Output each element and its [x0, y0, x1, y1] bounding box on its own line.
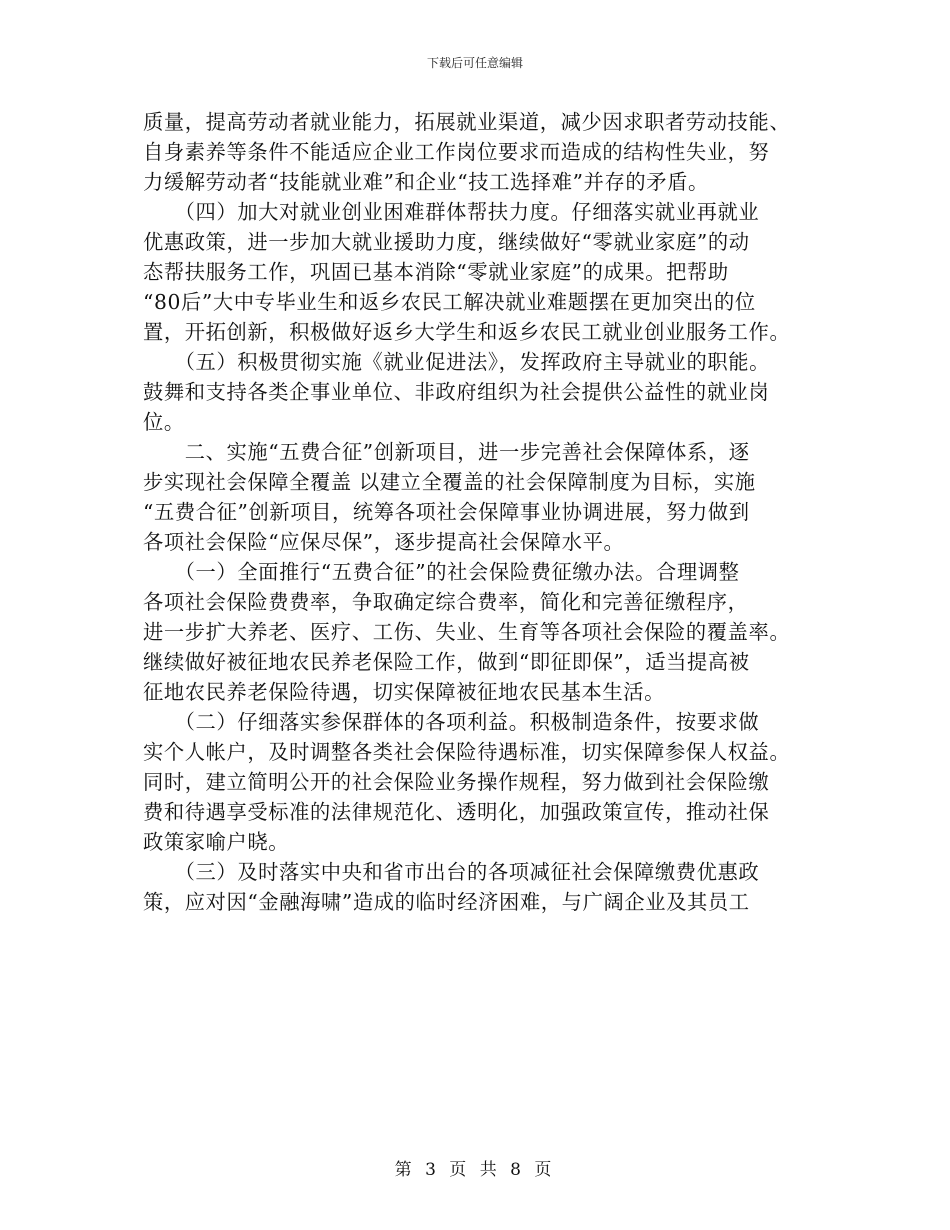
text-line: 力缓解劳动者“技能就业难”和企业“技工选择难”并存的矛盾。	[143, 170, 709, 194]
text-line: 二、实施“五费合征”创新项目，进一步完善社会保障体系，逐	[143, 440, 750, 464]
text-line: 进一步扩大养老、医疗、工伤、失业、生育等各项社会保险的覆盖率。	[143, 620, 791, 644]
text-line: “五费合征”创新项目，统筹各项社会保障事业协调进展，努力做到	[143, 500, 750, 524]
paragraph-p-2-1	[143, 557, 815, 707]
paragraph-p-section-2	[143, 437, 815, 557]
text-line: 自身素养等条件不能适应企业工作岗位要求而造成的结构性失业，努	[143, 140, 770, 164]
text-line: 策，应对因“金融海啸”造成的临时经济困难，与广阔企业及其员工	[143, 890, 750, 914]
text-line: “80后”大中专毕业生和返乡农民工解决就业难题摆在更加突出的位	[143, 290, 756, 314]
paragraph-p-5	[143, 347, 815, 437]
text-line: 步实现社会保障全覆盖 以建立全覆盖的社会保障制度为目标，实施	[143, 470, 756, 494]
text-line: （三）及时落实中央和省市出台的各项减征社会保障缴费优惠政	[143, 860, 760, 884]
text-line: 鼓舞和支持各类企事业单位、非政府组织为社会提供公益性的就业岗	[143, 380, 770, 404]
text-line: 各项社会保险费费率，争取确定综合费率，简化和完善征缴程序，	[143, 590, 749, 614]
text-line: 政策家喻户晓。	[143, 830, 290, 854]
paragraph-p-2-2	[143, 707, 815, 857]
paragraph-p-cont	[143, 107, 815, 197]
text-line: 各项社会保险“应保尽保”，逐步提高社会保障水平。	[143, 530, 625, 554]
page-number-footer: 第 3 页 共 8 页	[394, 1160, 556, 1180]
header-note: 下载后可任意编辑	[426, 56, 523, 70]
text-line: 实个人帐户，及时调整各类社会保险待遇标准，切实保障参保人权益。	[143, 740, 791, 764]
text-line: （五）积极贯彻实施《就业促进法》，发挥政府主导就业的职能。	[143, 350, 771, 374]
text-line: 置，开拓创新，积极做好返乡大学生和返乡农民工就业创业服务工作。	[143, 320, 791, 344]
text-line: 态帮扶服务工作，巩固已基本消除“零就业家庭”的成果。把帮助	[143, 260, 729, 284]
text-line: 征地农民养老保险待遇，切实保障被征地农民基本生活。	[143, 680, 666, 704]
text-line: 继续做好被征地农民养老保险工作，做到“即征即保”，适当提高被	[143, 650, 750, 674]
paragraph-p-4	[143, 197, 815, 347]
paragraph-p-2-3	[143, 857, 815, 917]
text-line: 费和待遇享受标准的法律规范化、透明化，加强政策宣传，推动社保	[143, 800, 770, 824]
text-line: （二）仔细落实参保群体的各项利益。积极制造条件，按要求做	[143, 710, 760, 734]
text-line: 同时，建立简明公开的社会保险业务操作规程，努力做到社会保险缴	[143, 770, 770, 794]
text-line: 质量，提高劳动者就业能力，拓展就业渠道，减少因求职者劳动技能、	[143, 110, 791, 134]
document-body	[143, 107, 815, 917]
text-line: （四）加大对就业创业困难群体帮扶力度。仔细落实就业再就业	[143, 200, 760, 224]
text-line: 优惠政策，进一步加大就业援助力度，继续做好“零就业家庭”的动	[143, 230, 750, 254]
text-line: 位。	[143, 410, 185, 434]
text-line: （一）全面推行“五费合征”的社会保险费征缴办法。合理调整	[143, 560, 740, 584]
